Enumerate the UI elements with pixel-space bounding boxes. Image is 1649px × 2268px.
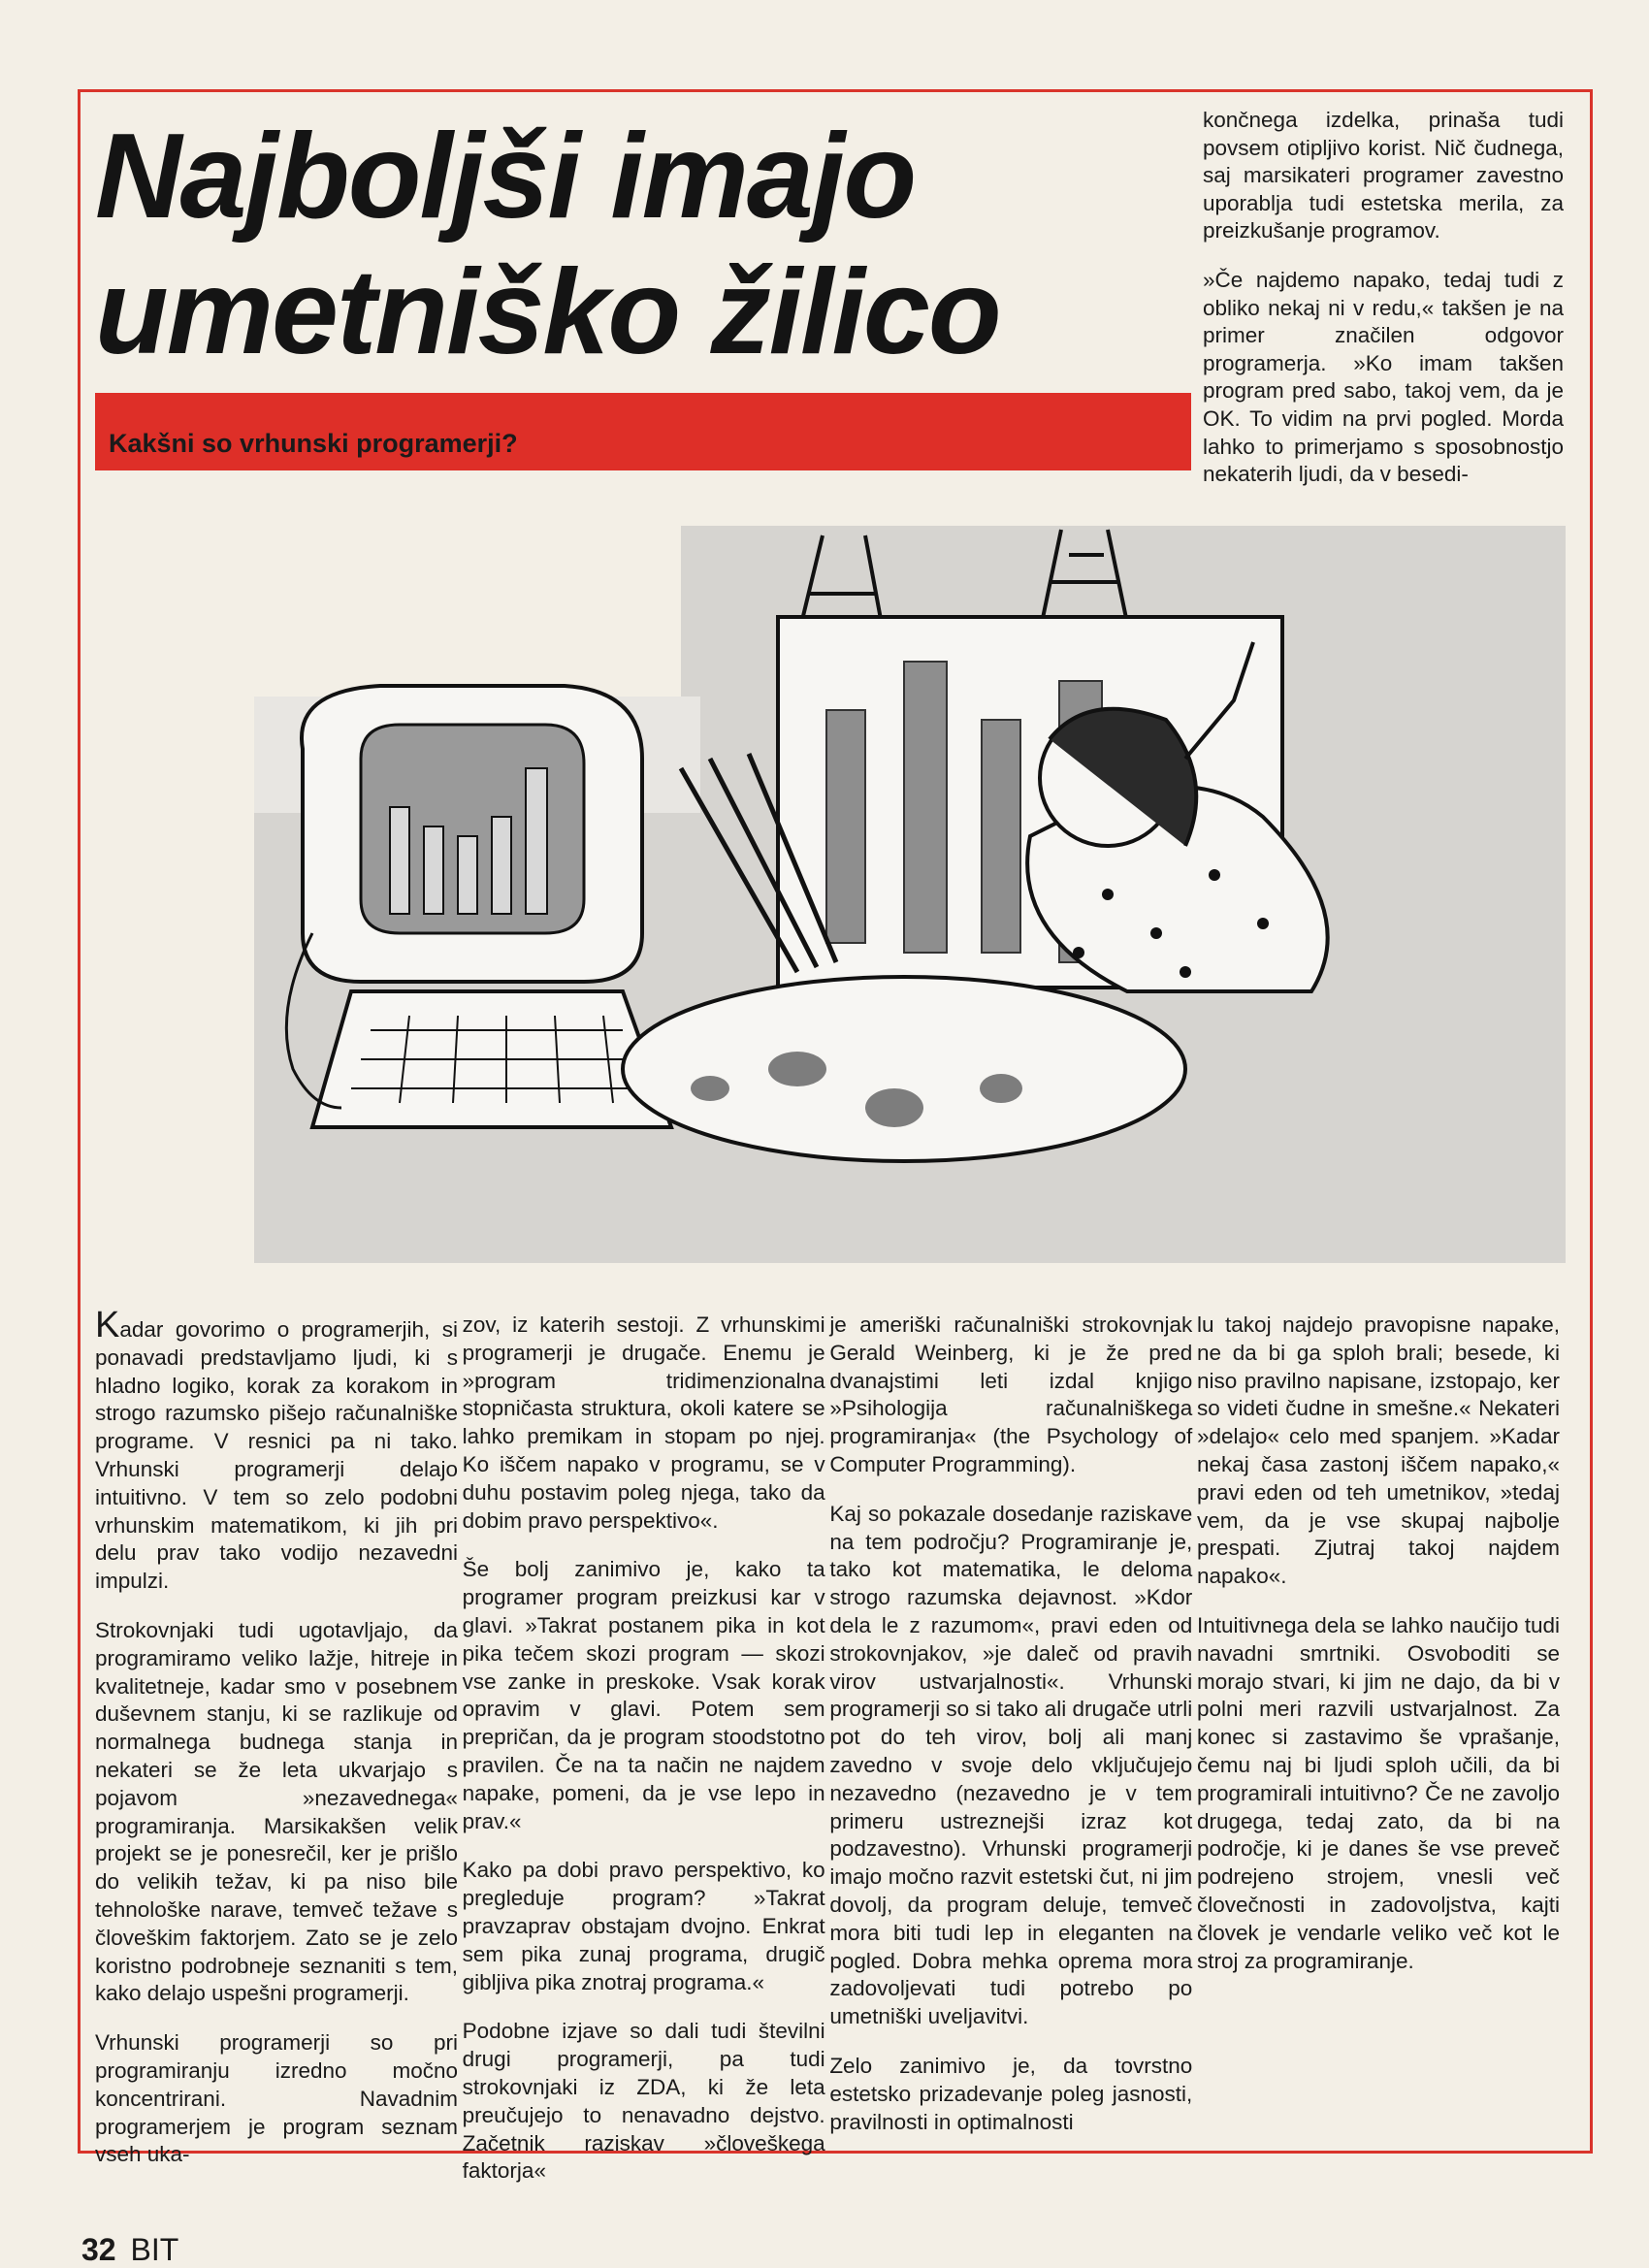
column-4 bbox=[1197, 1312, 1560, 2122]
cartoon-illustration bbox=[254, 526, 1566, 1263]
top-right-paragraph-2: »Če najdemo napako, tedaj tudi z obliko nekaj ni v redu,« takšen je na primer značilen odgovor programerja. »Ko imam takšen program pred sabo, takoj vem, da je OK. To vidim na prvi pogled. Morda lahko to primerjamo s sposobnostjo nekaterih ljudi, da v besedi- bbox=[1203, 267, 1564, 487]
col1-paragraph-1-text: adar govorimo o programerjih, si ponavadi predstavljamo ljudi, ki s hladno logiko, korak za korakom in strogo razumsko pišejo računalniške programe. V resnici pa ni tako. Vrhunski programerji delajo intuitivno. V tem so zelo podobni vrhunskim matematikom, ki jih pri delu prav tako vodijo nezavedni impulzi. bbox=[95, 1317, 458, 1594]
top-right-paragraph-1: končnega izdelka, prinaša tudi povsem otipljivo korist. Nič čudnega, saj marsikateri programer zavestno uporablja tudi estetska merila, za preizkušanje programov. bbox=[1203, 108, 1564, 243]
col1-paragraph-3: Vrhunski programerji so pri programiranju izredno močno koncentrirani. Navadnim programerjem je program seznam vseh uka- bbox=[95, 2030, 458, 2167]
paint-palette bbox=[623, 977, 1185, 1161]
col4-paragraph-2: Intuitivnega dela se lahko naučijo tudi navadni smrtniki. Osvoboditi se morajo stvari, ki jim ne dajo, da bi v polni meri razvili ustvarjalnost. Za konec si zastavimo še vprašanje, čemu naj bi ljudi sploh učili, da bi programirali intuitivno? Če ne zavoljo drugega, tedaj zato, da bi na področje, ki je danes še vse preveč podrejeno strojem, vnesli več človečnosti in zadovoljstva, kajti človek je vendarle veliko več kot le stroj za programiranje. bbox=[1196, 1612, 1560, 1973]
col1-paragraph-1 bbox=[95, 1305, 458, 1596]
col2-paragraph-3: Kako pa dobi pravo perspektivo, ko pregleduje program? »Takrat pravzaprav obstajam dvojno. Enkrat sem pika zunaj programa, drugič gibljiva pika znotraj programa.« bbox=[462, 1858, 825, 1994]
col4-paragraph-1: lu takoj najdejo pravopisne napake, ne da bi ga sploh brali; besede, ki niso pravilno napisane, izstopajo, ker so videti čudne in smešne.« Nekateri »delajo« celo med spanjem. »Kadar nekaj časa zastonj iščem napako,« pravi eden od teh umetnikov, »tedaj vem, da je vse skupaj najbolje prespati. Zjutraj takoj najdem napako«. bbox=[1196, 1312, 1560, 1589]
col3-paragraph-2: Kaj so pokazale dosedanje raziskave na tem področju? Programiranje je, tako kot matematika, le deloma strogo razumska dejavnost. »Kdor dela le z razumom«, pravi eden od strokovnjakov, »je daleč od pravih virov ustvarjalnosti«. Vrhunski programerji so si tako ali drugače utrli pot do teh virov, bolj ali manj zavedno v svoje delo vključujejo nezavedno (nezavedno je v tem primeru ustreznejši izraz kot podzavestno). Vrhunski programerji imajo močno razvit estetski čut, ni jim dovolj, da program deluje, temveč mora biti tudi lep in eleganten na pogled. Dobra mehka oprema mora zadovoljevati tudi potrebo po umetniški uveljavitvi. bbox=[829, 1501, 1193, 2029]
col3-paragraph-3: Zelo zanimivo je, da tovrstno estetsko prizadevanje poleg jasnosti, pravilnosti in optimalnosti bbox=[829, 2053, 1193, 2134]
column-3 bbox=[829, 1312, 1193, 2134]
article-subtitle: Kakšni so vrhunski programerji? bbox=[109, 429, 518, 458]
drop-cap: K bbox=[95, 1305, 120, 1345]
column-1 bbox=[95, 1305, 458, 2167]
col2-paragraph-1: zov, iz katerih sestoji. Z vrhunskimi programerji je drugače. Enemu je »program tridimenzionalna stopničasta struktura, okoli katere se lahko premikam in stopam po njej. Ko iščem napako v programu, se v duhu postavim poleg njega, tako da dobim pravo perspektivo«. bbox=[462, 1312, 825, 1533]
col2-paragraph-4: Podobne izjave so dali tudi številni drugi programerji, pa tudi strokovnjaki iz ZDA, ki že leta preučujejo to nenavadno dejstvo. Začetnik raziskav »človeškega faktorja« bbox=[462, 2019, 825, 2184]
col3-paragraph-1: je ameriški računalniški strokovnjak Gerald Weinberg, ki je že pred dvanajstimi leti izdal knjigo »Psihologija računalniškega programiranja« (the Psychology of Computer Programming). bbox=[829, 1312, 1193, 1476]
page-number: 32 bbox=[81, 2232, 116, 2267]
article-headline bbox=[95, 109, 1181, 380]
top-right-column bbox=[1203, 107, 1564, 510]
headline-line-1: Najboljši imajo bbox=[95, 110, 916, 243]
page-folio bbox=[81, 2233, 178, 2266]
subtitle-bar bbox=[95, 393, 1191, 470]
magazine-name: BIT bbox=[130, 2232, 179, 2267]
article-body bbox=[95, 1305, 1560, 2184]
col1-paragraph-2: Strokovnjaki tudi ugotavljajo, da programiramo veliko lažje, hitreje in kvalitetneje, kadar smo v posebnem duševnem stanju, ki se razlikuje od normalnega budnega stanja in nekateri se že leta ukvarjajo s pojavom »nezavednega« programiranja. Marsikakšen velik projekt se je ponesrečil, ker je prišlo do velikih težav, ki pa niso bile tehnološke narave, temveč težave s človeškim faktorjem. Zato se je zelo koristno podrobneje seznaniti s tem, kako delajo uspešni programerji. bbox=[95, 1617, 458, 2006]
headline-line-2: umetniško žilico bbox=[95, 245, 1000, 379]
column-2 bbox=[462, 1312, 825, 2184]
col2-paragraph-2: Še bolj zanimivo je, kako ta programer program preizkusi kar v glavi. »Takrat postanem pika in kot pika tečem skozi program — skozi vse zanke in preskoke. Vsak korak opravim v glavi. Potem sem prepričan, da je program stoodstotno pravilen. Če na ta način ne najdem napake, pomeni, da je vse lepo in prav.« bbox=[462, 1557, 825, 1833]
